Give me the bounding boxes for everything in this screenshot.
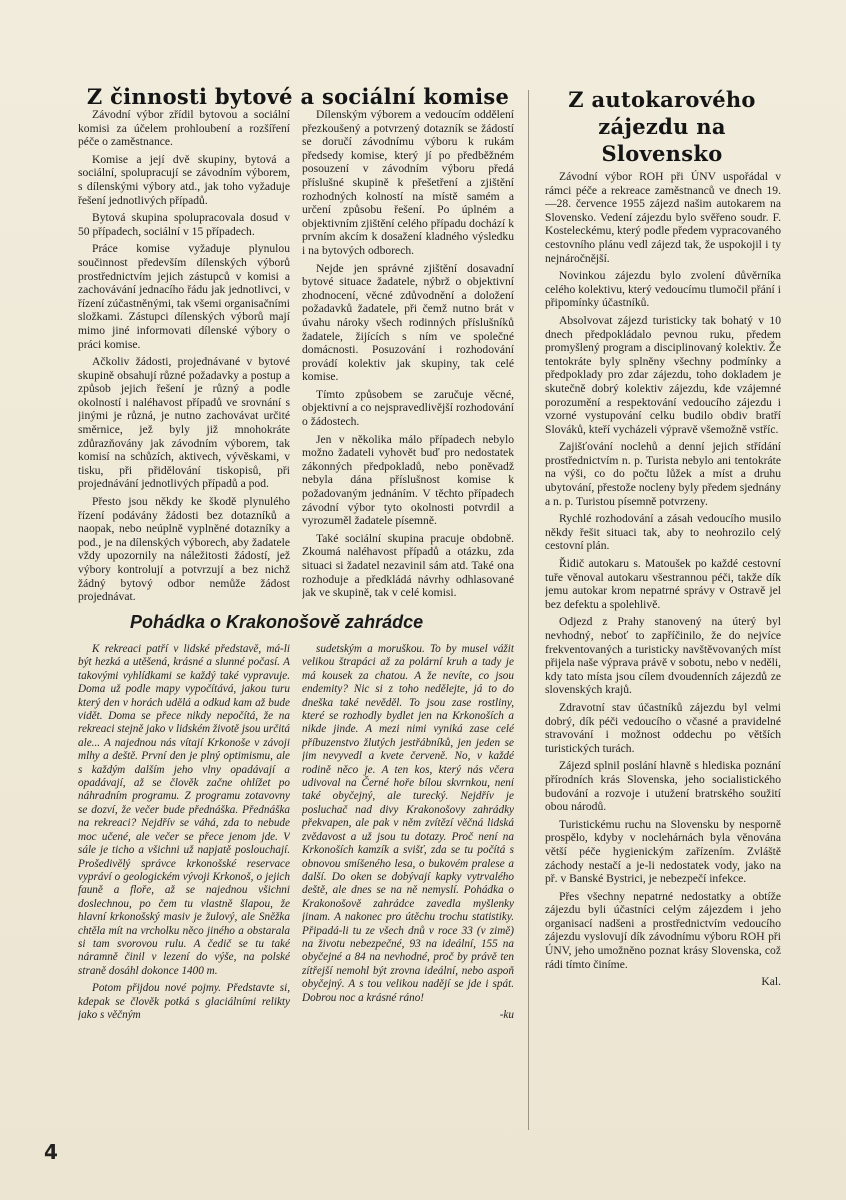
paragraph: Závodní výbor zřídil bytovou a sociální komisi za účelem prohloubení a rozšíření péče o zaměstnance. [78, 108, 290, 149]
left-article-title: Z činnosti bytové a sociální komise [86, 84, 510, 109]
paragraph: Odjezd z Prahy stanovený na úterý byl nevhodný, neboť to zapříčinilo, že do nejvíce frekventovaných a turisticky navštěvovaných míst přijela naše výprava právě v sobotu, nebo v neděli, kdy tato místa jsou cílem dvoudenních zájezdů ze slovenských krajů. [545, 615, 781, 697]
story-signature: -ku [499, 1008, 514, 1021]
paragraph: K rekreaci patří v lidské představě, má-li být hezká a utěšená, krásné a slunné počasí. A takovými vyhlídkami se každý také vypravuje. Doma už podle mapy vypočítává, jakou turu který den v horách udělá a odkud kam až bude vidět. Doma se přece nikdy nepočítá, že na rekreaci stejně jako v lidském životě jsou určitá ale... A najednou nás vítají Krkonoše v závoji mlhy a deště. První den je plný optimismu, ale s každým dalším jeho vlny opadávají a opadávají, až se člověk začne ohlížet po náhradním programu. Z programu zotavovny se dozví, že večer bude přednáška. Přednáška na rekreaci? Nejdřív se váhá, zda to nebude moc učené, ale večer se přece jenom jde. V sále je ticho a všichni už napjatě poslouchají. Prošedivělý správce krkonošské reservace vypráví o geologickém vývoji Krkonoš, o jejich fauně a floře, až se najednou všichni doslechnou, po čem tu vlastně šlapou, že hlavní krkonošský masiv je žulový, ale Sněžka chtěla mít na vrcholku něco jiného a obstarala si tam svorovou rulu. A čedič se tu také náramně činil v lezení do výše, na polské straně dosáhl dokonce 1400 m. [78, 643, 290, 977]
paragraph: Také sociální skupina pracuje obdobně. Zkoumá naléhavost případů a otázku, zda situaci si žadatel nezavinil sám atd. Také ona rozhoduje a předkládá návrhy odhlasované jak ve skupině, tak v celé komisi. [302, 531, 514, 600]
paragraph: Bytová skupina spolupracovala dosud v 50 případech, sociální v 15 případech. [78, 211, 290, 238]
paragraph: Zdravotní stav účastníků zájezdu byl velmi dobrý, dík péči vedoucího o včasné a pravidelné stravování i možnost oddechu po větších turistických turách. [545, 700, 781, 755]
paragraph: Turistickému ruchu na Slovensku by nesporně prospělo, kdyby v noclehárnách byla věnována větší péče hygienickým zařízením. Zvláště záchody nestačí a je-li nedostatek vody, jako na př. v Banské Bystrici, je nebezpečí infekce. [545, 817, 781, 886]
paragraph: Přes všechny nepatrné nedostatky a obtíže zájezdu byli účastníci celým zájezdem i jeho organisací nadšeni a prostřednictvím vedoucího zájezdu vyslovují dík závodnímu výboru ROH při ÚNV, jeho umožněno poznat krásy Slovenska, což rádi tímto činíme. [545, 889, 781, 971]
paragraph: Ačkoliv žádosti, projednávané v bytové skupině obsahují různé požadavky a postup a způsob jejich řešení je různý a podle okolností i naléhavost případů ve srovnání s jinými je různá, je nutno zachovávat určité směrnice, jež byly již mnohokráte zdůrazňovány jak závodním výborem, tak komisí na schůzích, aktivech, vývěskami, v tisku, při přidělování tiskopisů, při projednávání jednotlivých případů a pod. [78, 355, 290, 491]
story-title: Pohádka o Krakonošově zahrádce [130, 612, 424, 632]
paragraph: Jen v několika málo případech nebylo možno žadateli vyhovět buď pro nedostatek zákonných předpokladů, nebo poněvadž nebyla dána příslušnost komise k požadovaným jednáním. V těchto případech závodní výbor tyto okolnosti potvrdil a vyrozuměl žadatele písemně. [302, 432, 514, 528]
right-article-column [545, 170, 781, 1132]
story-column-1 [78, 643, 290, 1133]
paragraph: Novinkou zájezdu bylo zvolení důvěrníka celého kolektivu, který vedoucímu tlumočil přání i připomínky účastníků. [545, 269, 781, 310]
paragraph: Práce komise vyžaduje plynulou součinnost především dílenských výborů prostřednictvím jejich zástupců v komisi a zachovávání jednacího řádu jak jednotlivci, v řízení zúčastněnými, tak všemi organisačními složkami. Zástupci dílenských výborů mají mimo jiné informovati dílenské výbory o práci komise. [78, 242, 290, 351]
left-article-column-1 [78, 108, 290, 608]
paragraph: Závodní výbor ROH při ÚNV uspořádal v rámci péče a rekreace zaměstnanců ve dnech 19.—28. července 1955 zájezd našim autokarem na Slovensko. Vedení zájezdu bylo svěřeno soudr. F. Kosteleckému, který podle předem vypracovaného cestovního plánu vedl zájezd tak, že uspokojil i ty nejnáročnější. [545, 170, 781, 265]
paragraph: sudetským a moruškou. To by musel vážit velikou štrapáci až za polární kruh a tady je má kousek za chatou. A že nevíte, co jsou endemity? Nic si z toho nedělejte, já to do dneška také nevěděl. To jsou zase rostliny, které se rozhodly bydlet jen na Krkonoších a nikde jinde. A mezi nimi vyniká zase celé příbuzenstvo žlutých jestřábníků, jen jeden se jim nevyvedl a kvete červeně. No, v každé rodině něco je. A ten kos, který nás včera udivoval na Černé hoře bílou skvrnkou, není také obyčejný, ale turecký. Nejdřív je posluchač nad divy Krakonošovy zahrádky překvapen, ale pak v něm zvítězí věčná lidská zvědavost a už jsou tu dotazy. Proč není na Krkonoších kamzík a svišť, zda se tu počítá s obnovou smíšeného lesa, o bukovém pralese a další. Do oken se dobývají kapky vytrvalého deště, ale dnes se na ně nemyslí. Pohádka o Krakonošově zahrádce zavedla myšlenky jinam. A nakonec pro útěchu trochu statistiky. Připadá-li tu ze všech dnů v roce 33 (v zimě) na životu nebezpečné, 93 na ideální, 155 na obyčejné a 84 na nevhodné, proč by právě ten zítřejší nemohl být zrovna ideální, nebo aspoň obyčejný. A s tou velikou nadějí se jde i spát. Dobrou noc a krásné ráno! [302, 643, 514, 1004]
paragraph: Potom přijdou nové pojmy. Představte si, kdepak se člověk potká s glaciálními relikty jako s věčným [78, 982, 290, 1021]
right-article-title: Z autokarového zájezdu na Slovensko [568, 87, 756, 166]
paragraph: Řidič autokaru s. Matoušek po každé cestovní tuře věnoval autokaru všestrannou péči, takže dík jemu autokar krom nepatrné správy v Ostravě jel bez defektu a spolehlivě. [545, 557, 781, 611]
paragraph: Zájezd splnil poslání hlavně s hlediska poznání přírodních krás Slovenska, jeho socialistického budování a rozvoje i utužení bratrského soužití obou národů. [545, 759, 781, 814]
paragraph: Tímto způsobem se zaručuje věcné, objektivní a co nejspravedlivější rozhodování o žádostech. [302, 387, 514, 429]
paragraph: Absolvovat zájezd turisticky tak bohatý v 10 dnech předpokládalo pevnou ruku, předem promyšlený program a disciplinovaný kolektiv. Že tentokráte byly splněny všechny podmínky a předpoklady pro zdar zájezdu, toho dokladem je skutečně dobrý kolektiv zájezdu, kde vzájemné porozumění a respektování vedoucího zájezdu i vzorné vystupování celku budilo obdiv bratří Slováků, kteří vycházeli výpravě všemožně vstříc. [545, 313, 781, 436]
page-number: 4 [44, 1140, 58, 1164]
story-column-2 [302, 643, 514, 1133]
paragraph: Dílenským výborem a vedoucím oddělení přezkoušený a potvrzený dotazník se žádostí se doručí závodnímu výboru k rukám předsedy komise, který jí po předběžném posouzení v závodním výboru předá příslušné skupině k přešetření a zjištění rozhodných kolností na místě samém a určení způsobu řešení. Po úplném a objektivním zjištění celého případu dochází k prvním akcím k dosažení kladného výsledku i na bytových odborech. [302, 108, 514, 257]
paragraph: Rychlé rozhodování a zásah vedoucího musilo někdy řešit situaci tak, aby to neohrozilo celý cestovní plán. [545, 512, 781, 553]
paragraph: Zajišťování noclehů a denní jejich střídání prostřednictvím n. p. Turista nebylo ani tentokráte na výši, co do počtu lůžek a míst a druhu ubytování, přestože nocleny byly předem sjednány a n. p. Turistou písemně potvrzeny. [545, 440, 781, 508]
paragraph: Komise a její dvě skupiny, bytová a sociální, spolupracují se závodním výborem, s dílenskými výbory atd., jak toho vyžaduje řešení jednotlivých případů. [78, 152, 290, 207]
right-article-signature: Kal. [761, 975, 781, 989]
column-divider [528, 90, 529, 1130]
paragraph: Přesto jsou někdy ke škodě plynulého řízení podávány žádosti bez dotazníků a naopak, nebo neúplně vyplněné dotazníky a pod., je na dílenských výborech, aby žadatele vždy upozornily na náležitosti žádostí, jež výbory kontrolují a potvrzují a bez nichž žádný bytový odbor nemůže žádost projednávat. [78, 495, 290, 604]
paragraph: Nejde jen správné zjištění dosavadní bytové situace žadatele, nýbrž o objektivní zhodnocení, věcné zdůvodnění a doložení požadavků žadatele, při čemž nutno brát v úvahu nároky všech rodinných příslušníků žadatele, žijících s ním ve společné domácnosti. Posuzování i rozhodování provádí kolektiv jak skupiny, tak celé komise. [302, 261, 514, 384]
left-article-column-2 [302, 108, 514, 600]
